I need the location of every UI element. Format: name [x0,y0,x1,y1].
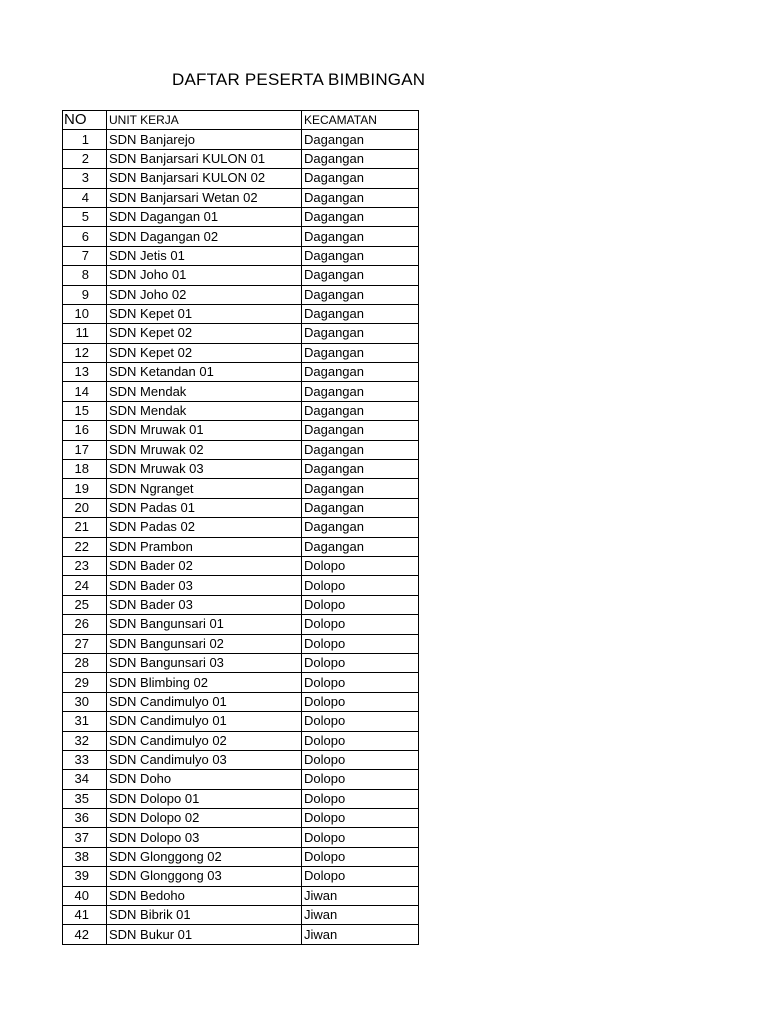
cell-no: 30 [63,692,107,711]
cell-no: 16 [63,421,107,440]
cell-no: 37 [63,828,107,847]
table-row [63,731,419,750]
cell-kecamatan: Dagangan [302,266,419,285]
cell-kecamatan: Dolopo [302,809,419,828]
cell-no: 6 [63,227,107,246]
table-row [63,886,419,905]
cell-no: 26 [63,615,107,634]
table-row [63,188,419,207]
cell-no: 24 [63,576,107,595]
cell-kecamatan: Dolopo [302,692,419,711]
table-row [63,363,419,382]
cell-kecamatan: Dagangan [302,149,419,168]
cell-no: 3 [63,169,107,188]
cell-unit-kerja: SDN Ngranget [107,479,302,498]
cell-kecamatan: Dolopo [302,634,419,653]
participant-table [62,110,419,945]
cell-no: 19 [63,479,107,498]
cell-unit-kerja: SDN Candimulyo 03 [107,750,302,769]
cell-no: 9 [63,285,107,304]
table-row [63,925,419,944]
cell-unit-kerja: SDN Candimulyo 01 [107,692,302,711]
cell-kecamatan: Dolopo [302,673,419,692]
cell-kecamatan: Dolopo [302,576,419,595]
cell-kecamatan: Dagangan [302,207,419,226]
table-row [63,207,419,226]
cell-unit-kerja: SDN Kepet 02 [107,343,302,362]
cell-no: 27 [63,634,107,653]
cell-no: 25 [63,595,107,614]
cell-no: 36 [63,809,107,828]
table-row [63,266,419,285]
cell-no: 35 [63,789,107,808]
table-row [63,615,419,634]
cell-unit-kerja: SDN Candimulyo 02 [107,731,302,750]
cell-no: 33 [63,750,107,769]
cell-unit-kerja: SDN Mruwak 03 [107,460,302,479]
table-row [63,595,419,614]
cell-no: 23 [63,556,107,575]
cell-no: 13 [63,363,107,382]
table-row [63,149,419,168]
cell-kecamatan: Dolopo [302,828,419,847]
cell-unit-kerja: SDN Banjarsari KULON 01 [107,149,302,168]
cell-unit-kerja: SDN Bangunsari 01 [107,615,302,634]
cell-unit-kerja: SDN Jetis 01 [107,246,302,265]
cell-unit-kerja: SDN Dolopo 02 [107,809,302,828]
cell-no: 7 [63,246,107,265]
cell-unit-kerja: SDN Banjarsari Wetan 02 [107,188,302,207]
table-row [63,634,419,653]
cell-kecamatan: Dagangan [302,401,419,420]
cell-no: 21 [63,518,107,537]
cell-kecamatan: Dolopo [302,615,419,634]
cell-unit-kerja: SDN Glonggong 02 [107,847,302,866]
cell-kecamatan: Dolopo [302,556,419,575]
cell-kecamatan: Dolopo [302,653,419,672]
table-row [63,343,419,362]
cell-unit-kerja: SDN Bukur 01 [107,925,302,944]
cell-no: 41 [63,906,107,925]
cell-kecamatan: Dagangan [302,246,419,265]
table-row [63,130,419,149]
cell-kecamatan: Dolopo [302,789,419,808]
cell-no: 32 [63,731,107,750]
cell-kecamatan: Dagangan [302,479,419,498]
cell-unit-kerja: SDN Bader 02 [107,556,302,575]
cell-no: 42 [63,925,107,944]
table-row [63,653,419,672]
cell-kecamatan: Dagangan [302,518,419,537]
table-row [63,712,419,731]
cell-unit-kerja: SDN Mendak [107,382,302,401]
cell-unit-kerja: SDN Bader 03 [107,595,302,614]
cell-unit-kerja: SDN Mruwak 02 [107,440,302,459]
cell-no: 39 [63,867,107,886]
cell-kecamatan: Dolopo [302,750,419,769]
cell-kecamatan: Dolopo [302,712,419,731]
cell-no: 1 [63,130,107,149]
cell-kecamatan: Dolopo [302,595,419,614]
cell-unit-kerja: SDN Prambon [107,537,302,556]
cell-no: 22 [63,537,107,556]
table-row [63,169,419,188]
cell-kecamatan: Dagangan [302,460,419,479]
table-row [63,673,419,692]
cell-unit-kerja: SDN Bedoho [107,886,302,905]
cell-unit-kerja: SDN Bader 03 [107,576,302,595]
cell-unit-kerja: SDN Dagangan 02 [107,227,302,246]
cell-kecamatan: Dagangan [302,363,419,382]
cell-kecamatan: Jiwan [302,906,419,925]
cell-no: 5 [63,207,107,226]
cell-kecamatan: Dagangan [302,324,419,343]
cell-no: 38 [63,847,107,866]
table-header-row [63,111,419,130]
table-row [63,401,419,420]
cell-unit-kerja: SDN Bangunsari 02 [107,634,302,653]
cell-unit-kerja: SDN Blimbing 02 [107,673,302,692]
header-no: NO [63,111,107,130]
table-row [63,906,419,925]
header-unit-kerja: UNIT KERJA [107,111,302,130]
cell-no: 18 [63,460,107,479]
cell-no: 15 [63,401,107,420]
cell-unit-kerja: SDN Bangunsari 03 [107,653,302,672]
table-row [63,556,419,575]
table-row [63,770,419,789]
cell-unit-kerja: SDN Padas 02 [107,518,302,537]
cell-no: 31 [63,712,107,731]
cell-unit-kerja: SDN Padas 01 [107,498,302,517]
cell-unit-kerja: SDN Doho [107,770,302,789]
cell-unit-kerja: SDN Glonggong 03 [107,867,302,886]
cell-kecamatan: Dagangan [302,130,419,149]
page-title: DAFTAR PESERTA BIMBINGAN [172,70,426,89]
cell-kecamatan: Dolopo [302,847,419,866]
cell-kecamatan: Dagangan [302,188,419,207]
cell-unit-kerja: SDN Dolopo 01 [107,789,302,808]
cell-kecamatan: Dolopo [302,867,419,886]
cell-kecamatan: Dagangan [302,343,419,362]
table-row [63,460,419,479]
table-row [63,382,419,401]
cell-no: 34 [63,770,107,789]
cell-kecamatan: Dagangan [302,440,419,459]
cell-no: 4 [63,188,107,207]
table-row [63,421,419,440]
cell-unit-kerja: SDN Mendak [107,401,302,420]
table-row [63,518,419,537]
table-row [63,867,419,886]
cell-kecamatan: Dagangan [302,304,419,323]
cell-no: 40 [63,886,107,905]
cell-unit-kerja: SDN Kepet 01 [107,304,302,323]
cell-kecamatan: Dagangan [302,227,419,246]
cell-unit-kerja: SDN Dolopo 03 [107,828,302,847]
table-row [63,324,419,343]
cell-kecamatan: Dagangan [302,169,419,188]
table-row [63,750,419,769]
table-row [63,809,419,828]
cell-kecamatan: Dagangan [302,537,419,556]
table-row [63,285,419,304]
cell-kecamatan: Dolopo [302,770,419,789]
cell-unit-kerja: SDN Bibrik 01 [107,906,302,925]
cell-unit-kerja: SDN Joho 02 [107,285,302,304]
cell-unit-kerja: SDN Dagangan 01 [107,207,302,226]
cell-unit-kerja: SDN Joho 01 [107,266,302,285]
cell-no: 12 [63,343,107,362]
header-kecamatan: KECAMATAN [302,111,419,130]
table-row [63,789,419,808]
table-row [63,304,419,323]
table-row [63,498,419,517]
cell-no: 14 [63,382,107,401]
cell-kecamatan: Dolopo [302,731,419,750]
table-row [63,847,419,866]
cell-kecamatan: Dagangan [302,421,419,440]
table-body [63,130,419,944]
cell-unit-kerja: SDN Ketandan 01 [107,363,302,382]
cell-kecamatan: Jiwan [302,886,419,905]
cell-no: 28 [63,653,107,672]
table-row [63,440,419,459]
cell-unit-kerja: SDN Mruwak 01 [107,421,302,440]
cell-kecamatan: Dagangan [302,382,419,401]
cell-unit-kerja: SDN Candimulyo 01 [107,712,302,731]
table-row [63,692,419,711]
table-row [63,828,419,847]
cell-unit-kerja: SDN Kepet 02 [107,324,302,343]
cell-no: 2 [63,149,107,168]
cell-no: 17 [63,440,107,459]
table-row [63,246,419,265]
cell-kecamatan: Dagangan [302,498,419,517]
table-row [63,537,419,556]
table-row [63,479,419,498]
cell-no: 10 [63,304,107,323]
cell-unit-kerja: SDN Banjarejo [107,130,302,149]
table-row [63,576,419,595]
cell-unit-kerja: SDN Banjarsari KULON 02 [107,169,302,188]
cell-no: 11 [63,324,107,343]
cell-no: 8 [63,266,107,285]
table-row [63,227,419,246]
cell-no: 29 [63,673,107,692]
cell-kecamatan: Dagangan [302,285,419,304]
cell-kecamatan: Jiwan [302,925,419,944]
cell-no: 20 [63,498,107,517]
